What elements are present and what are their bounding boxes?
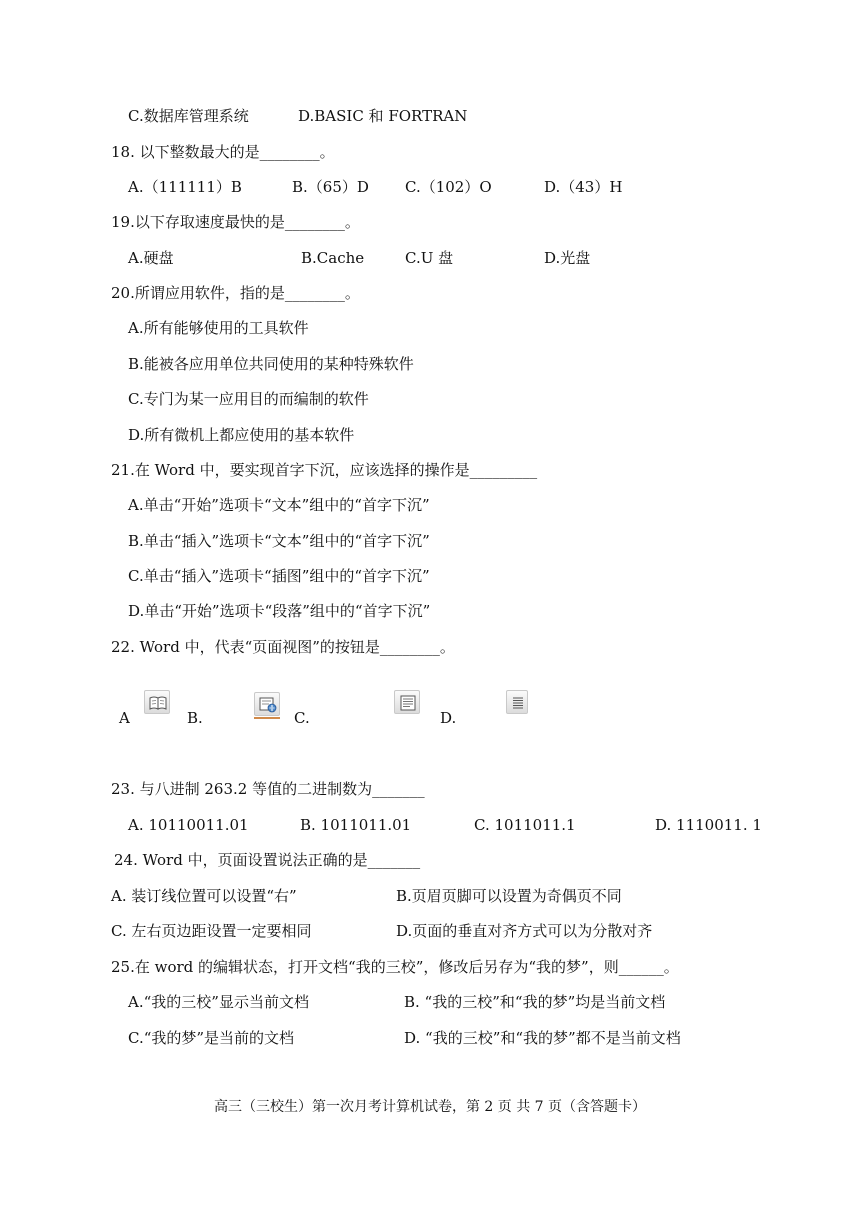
web-layout-icon (254, 692, 280, 716)
q18-option-a: A.（111111）B (128, 178, 242, 196)
q24-option-c: C. 左右页边距设置一定要相同 (111, 922, 312, 940)
q21-option-c: C.单击“插入”选项卡“插图”组中的“首字下沉” (128, 567, 430, 585)
q18-stem: 18. 以下整数最大的是________。 (111, 143, 335, 161)
page-layout-icon (394, 690, 420, 714)
q23-stem: 23. 与八进制 263.2 等值的二进制数为_______ (111, 780, 425, 798)
q23-option-a: A. 10110011.01 (128, 816, 249, 834)
q19-option-a: A.硬盘 (128, 249, 174, 267)
q20-stem: 20.所谓应用软件，指的是________。 (111, 284, 360, 302)
q24-option-d: D.页面的垂直对齐方式可以为分散对齐 (396, 922, 653, 940)
q24-option-b: B.页眉页脚可以设置为奇偶页不同 (396, 887, 622, 905)
page-footer: 高三（三校生）第一次月考计算机试卷，第 2 页 共 7 页（含答题卡） (213, 1099, 647, 1115)
q20-option-d: D.所有微机上都应使用的基本软件 (128, 426, 355, 444)
q21-option-b: B.单击“插入”选项卡“文本”组中的“首字下沉” (128, 532, 430, 550)
q22-stem: 22. Word 中，代表“页面视图”的按钮是________。 (111, 638, 455, 656)
q22-option-c: C. (294, 709, 310, 727)
q22-option-b: B. (187, 709, 203, 727)
q20-option-c: C.专门为某一应用目的而编制的软件 (128, 390, 369, 408)
q21-option-a: A.单击“开始”选项卡“文本”组中的“首字下沉” (128, 496, 430, 514)
q18-option-c: C.（102）O (405, 178, 492, 196)
q24-stem: 24. Word 中，页面设置说法正确的是_______ (114, 851, 421, 869)
q22-option-a: A (119, 709, 130, 727)
q22-option-d: D. (440, 709, 457, 727)
q18-option-d: D.（43）H (544, 178, 623, 196)
q21-stem: 21.在 Word 中，要实现首字下沉，应该选择的操作是_________ (111, 461, 538, 479)
web-layout-icon-underline (254, 717, 280, 719)
q23-option-b: B. 1011011.01 (300, 816, 412, 834)
q19-option-c: C.U 盘 (405, 249, 454, 267)
draft-view-icon (506, 690, 528, 714)
q25-option-c: C.“我的梦”是当前的文档 (128, 1029, 295, 1047)
q19-option-b: B.Cache (301, 249, 365, 267)
q19-option-d: D.光盘 (544, 249, 591, 267)
q17-option-c: C.数据库管理系统 (128, 107, 249, 125)
q19-stem: 19.以下存取速度最快的是________。 (111, 213, 360, 231)
q20-option-b: B.能被各应用单位共同使用的某种特殊软件 (128, 355, 414, 373)
reading-view-icon (144, 690, 170, 714)
q18-option-b: B.（65）D (292, 178, 369, 196)
q23-option-d: D. 1110011. 1 (655, 816, 762, 834)
q17-option-d: D.BASIC 和 FORTRAN (298, 107, 468, 125)
q25-option-a: A.“我的三校”显示当前文档 (128, 993, 309, 1011)
q25-option-b: B. “我的三校”和“我的梦”均是当前文档 (404, 993, 666, 1011)
q25-option-d: D. “我的三校”和“我的梦”都不是当前文档 (404, 1029, 681, 1047)
q23-option-c: C. 1011011.1 (474, 816, 576, 834)
q21-option-d: D.单击“开始”选项卡“段落”组中的“首字下沉” (128, 602, 431, 620)
q20-option-a: A.所有能够使用的工具软件 (128, 319, 309, 337)
q24-option-a: A. 装订线位置可以设置“右” (111, 887, 297, 905)
q25-stem: 25.在 word 的编辑状态，打开文档“我的三校”，修改后另存为“我的梦”，则______。 (111, 958, 679, 976)
